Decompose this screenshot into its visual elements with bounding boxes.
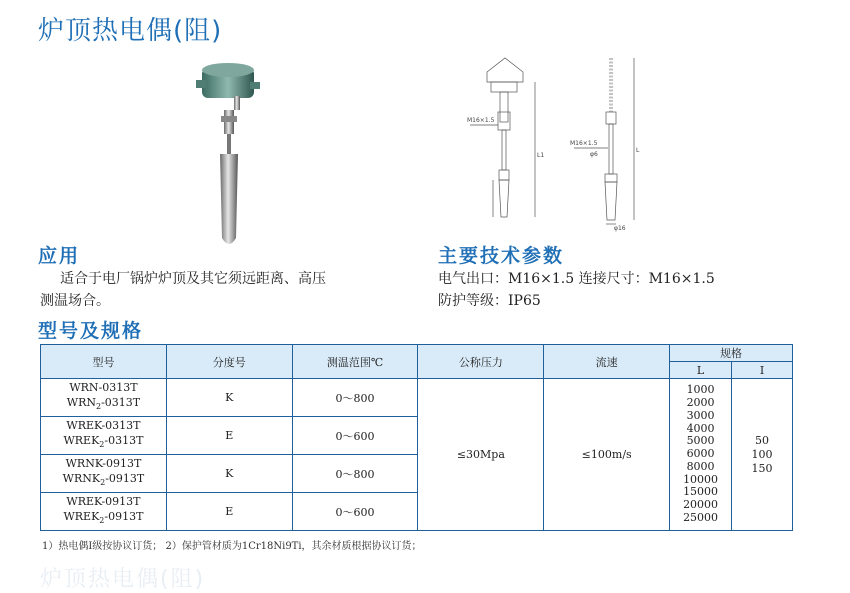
length-value: 8000 (686, 459, 715, 473)
pressure-cell: ≤30Mpa (418, 379, 544, 531)
length-value: 20000 (683, 498, 719, 512)
table-row (41, 379, 793, 417)
tech-line2: 防护等级：IP65 (438, 293, 541, 309)
length-value: 4000 (686, 421, 715, 435)
page-title: 炉顶热电偶(阻) (38, 16, 223, 46)
col-pressure: 公称压力 (418, 345, 544, 379)
application-text-line1: 适合于电厂锅炉炉顶及其它须远距离、高压 (60, 271, 326, 287)
col-range: 测温范围℃ (292, 345, 418, 379)
graduation-cell: E (166, 417, 292, 455)
dimension-drawing-assembled (465, 52, 545, 222)
length-value: 2000 (686, 395, 715, 409)
col-model: 型号 (41, 345, 167, 379)
model-cell: WREK-0313T $WREK_2-0313T$ (41, 417, 167, 455)
length-values-cell (670, 379, 732, 531)
length-label: L1 (537, 152, 545, 159)
length-label-right: L (636, 147, 640, 154)
insertion-value: 50 (755, 433, 770, 447)
col-flow: 流速 (544, 345, 670, 379)
graduation-cell: K (166, 379, 292, 417)
col-spec: 规格 (670, 345, 793, 362)
length-value: 25000 (683, 511, 719, 525)
range-cell: 0～800 (292, 455, 418, 493)
model-cell: WRN-0313T $WRN_2-0313T$ (41, 379, 167, 417)
col-graduation: 分度号 (166, 345, 292, 379)
col-spec-I: I (732, 362, 793, 379)
dimension-drawing-exploded (570, 52, 650, 232)
spec-table (40, 344, 793, 531)
thread-label-left: M16×1.5 (467, 117, 495, 124)
length-value: 1000 (686, 383, 715, 397)
flow-cell: ≤100m/s (544, 379, 670, 531)
model-cell: WREK-0913T $WREK_2-0913T$ (41, 493, 167, 531)
graduation-cell: E (166, 493, 292, 531)
range-cell: 0～600 (292, 417, 418, 455)
length-value: 15000 (683, 485, 719, 499)
range-cell: 0～800 (292, 379, 418, 417)
diameter-label-6: φ6 (590, 151, 598, 158)
length-value: 6000 (686, 447, 715, 461)
models-heading: 型号及规格 (38, 320, 144, 342)
diameter-label-16: φ16 (614, 225, 626, 232)
length-value: 5000 (686, 434, 715, 448)
insertion-value: 100 (751, 447, 773, 461)
col-spec-L: L (670, 362, 732, 379)
watermark: 炉顶热电偶(阻) (40, 567, 206, 592)
footnote: 1）热电偶Ⅰ级按协议订货； 2）保护管材质为1Cr18Ni9Ti，其余材质根据协议订货； (42, 541, 422, 552)
product-photo (196, 58, 296, 253)
tech-heading: 主要技术参数 (438, 245, 565, 267)
thread-label-right: M16×1.5 (570, 140, 598, 147)
insertion-value: 150 (751, 461, 773, 475)
graduation-cell: K (166, 455, 292, 493)
insertion-values-cell (732, 379, 793, 531)
application-text-line2: 测温场合。 (40, 293, 110, 309)
application-heading: 应用 (38, 245, 81, 267)
tech-line1: 电气出口：M16×1.5 连接尺寸：M16×1.5 (438, 271, 715, 287)
length-value: 10000 (683, 472, 719, 486)
range-cell: 0～600 (292, 493, 418, 531)
length-value: 3000 (686, 408, 715, 422)
model-cell: WRNK-0913T $WRNK_2-0913T$ (41, 455, 167, 493)
